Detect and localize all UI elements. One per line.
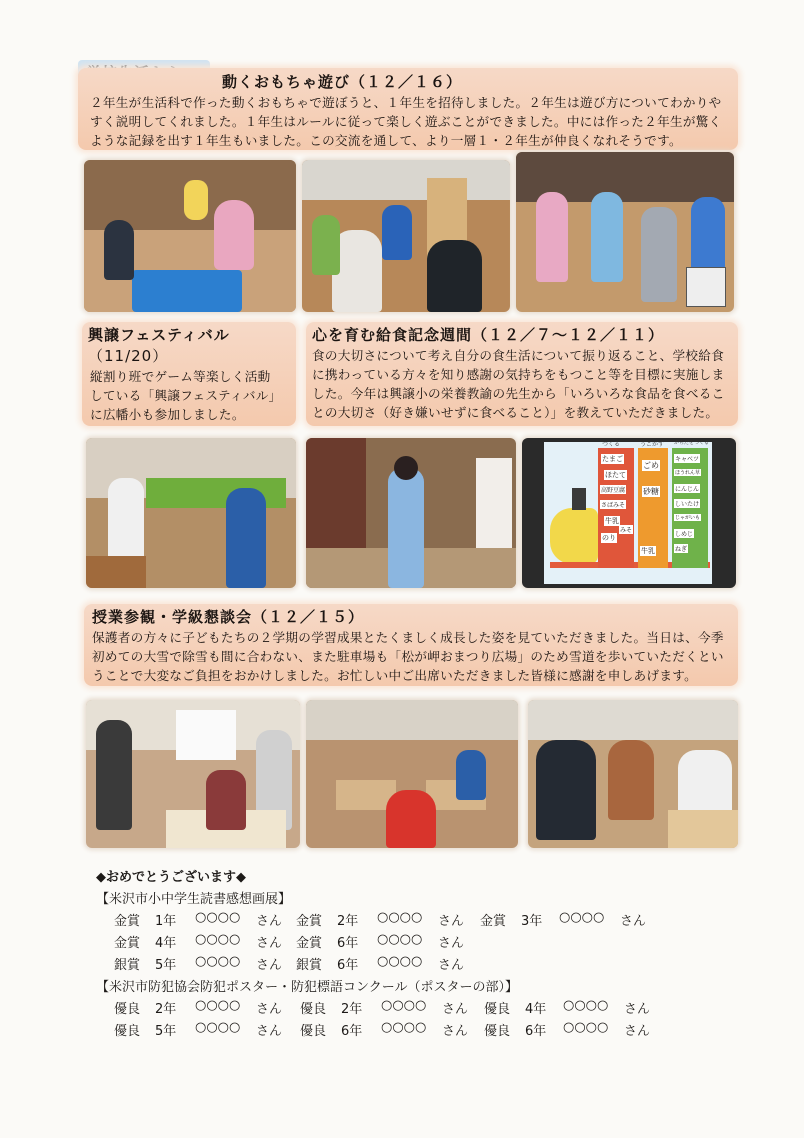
award-honorific: さん <box>256 1024 283 1039</box>
award-name: ○○○○ <box>381 1020 427 1035</box>
award-level: 優良 <box>114 1002 141 1017</box>
award-level: 優良 <box>300 1002 327 1017</box>
award-level: 優良 <box>484 1024 511 1039</box>
award-level: 優良 <box>300 1024 327 1039</box>
slide-food-label: みそ <box>620 527 633 534</box>
photo-toy-play-3 <box>516 152 734 312</box>
photo-openclass-2 <box>306 700 518 848</box>
award-grade: 2年 <box>341 1002 363 1017</box>
award-honorific: さん <box>624 1024 651 1039</box>
contest2-title: 【米沢市防犯協会防犯ポスター・防犯標語コンクール（ポスターの部）】 <box>96 980 518 995</box>
festival-line-3: に広幡小も参加しました。 <box>90 407 245 422</box>
award-name: ○○○○ <box>195 932 241 947</box>
slide-food-label: たまご <box>602 455 623 463</box>
congrats-heading: ◆おめでとうございます◆ <box>96 870 246 885</box>
contest1-title: 【米沢市小中学生読書感想画展】 <box>96 892 292 907</box>
award-honorific: さん <box>624 1002 651 1017</box>
award-honorific: さん <box>438 958 465 973</box>
festival-date: （11/20） <box>88 347 169 365</box>
photo-lunch-slide <box>522 438 736 588</box>
photo-lunch-teacher <box>306 438 516 588</box>
slide-food-label: 高野豆腐 <box>601 487 626 494</box>
award-level: 金賞 <box>480 914 507 929</box>
award-name: ○○○○ <box>563 1020 609 1035</box>
award-honorific: さん <box>442 1024 469 1039</box>
festival-line-2: している「興譲フェスティバル」 <box>90 388 282 403</box>
award-name: ○○○○ <box>559 910 605 925</box>
slide-food-label: じゃがいも <box>675 515 701 521</box>
award-grade: 6年 <box>525 1024 547 1039</box>
award-grade: 5年 <box>155 1024 177 1039</box>
award-grade: 4年 <box>155 936 177 951</box>
award-honorific: さん <box>256 1002 283 1017</box>
award-name: ○○○○ <box>195 910 241 925</box>
award-grade: 2年 <box>155 1002 177 1017</box>
slide-food-label: ねぎ <box>675 546 688 553</box>
photo-openclass-3 <box>528 700 738 848</box>
award-level: 金賞 <box>296 914 323 929</box>
photo-toy-play-2 <box>302 160 510 312</box>
award-name: ○○○○ <box>381 998 427 1013</box>
toys-line-3: ような記録を出す１年生もいました。この交流を通して、より一層１・２年生が仲良くなれそうです。 <box>90 133 682 148</box>
slide-train-label: 牛乳 <box>641 547 655 555</box>
photo-festival <box>86 438 296 588</box>
award-name: ○○○○ <box>377 954 423 969</box>
toys-line-1: ２年生が生活科で作った動くおもちゃで遊ぼうと、１年生を招待しました。２年生は遊び方についてわかりや <box>90 95 722 110</box>
award-grade: 5年 <box>155 958 177 973</box>
openclass-title: 授業参観・学級懇談会（１２／１５） <box>92 608 365 626</box>
award-name: ○○○○ <box>195 954 241 969</box>
openclass-line-3: うことで大変なご負担をおかけしました。お忙しい中ご出席いただきました皆様に感謝を申しあげます。 <box>92 668 697 683</box>
award-level: 優良 <box>114 1024 141 1039</box>
award-level: 優良 <box>484 1002 511 1017</box>
slide-food-label: しいたけ <box>675 501 700 508</box>
award-level: 金賞 <box>296 936 323 951</box>
award-level: 銀賞 <box>114 958 141 973</box>
lunch-line-2: に携わっている方々を知り感謝の気持ちをもつこと等を目標に実施しま <box>312 367 725 382</box>
openclass-line-1: 保護者の方々に子どもたちの２学期の学習成果とたくましく成長した姿を見ていただきました。当日は、今季 <box>92 630 724 645</box>
award-grade: 3年 <box>521 914 543 929</box>
award-honorific: さん <box>256 958 283 973</box>
slide-food-label: にんじん <box>675 486 700 493</box>
festival-line-1: 縦割り班でゲーム等楽しく活動 <box>90 369 271 384</box>
lunch-line-3: した。今年は興譲小の栄養教諭の先生から「いろいろな食品を食べるこ <box>312 386 725 401</box>
award-grade: 6年 <box>337 936 359 951</box>
slide-col-header-1: つくる <box>602 441 621 448</box>
award-grade: 6年 <box>341 1024 363 1039</box>
train-engine <box>550 508 598 564</box>
award-honorific: さん <box>256 936 283 951</box>
slide-food-label: 牛乳 <box>605 517 619 525</box>
award-level: 金賞 <box>114 936 141 951</box>
toys-title: 動くおもちゃ遊び（１２／１６） <box>222 73 463 91</box>
award-name: ○○○○ <box>563 998 609 1013</box>
slide-food-label: キャベツ <box>675 456 700 463</box>
lunch-title: 心を育む給食記念週間（１２／７～１２／１１） <box>312 326 665 344</box>
award-name: ○○○○ <box>377 932 423 947</box>
award-grade: 1年 <box>155 914 177 929</box>
award-grade: 6年 <box>337 958 359 973</box>
award-level: 金賞 <box>114 914 141 929</box>
lunch-line-4: との大切さ（好き嫌いせずに食べること）」を教えていただきました。 <box>312 405 719 420</box>
slide-food-label: ほたて <box>605 471 626 479</box>
festival-title: 興譲フェスティバル <box>88 326 230 344</box>
award-honorific: さん <box>438 914 465 929</box>
award-grade: 2年 <box>337 914 359 929</box>
slide-food-label: のり <box>602 534 616 542</box>
award-honorific: さん <box>620 914 647 929</box>
award-grade: 4年 <box>525 1002 547 1017</box>
award-honorific: さん <box>438 936 465 951</box>
slide-col-header-3: からだをつくる <box>674 440 710 446</box>
award-honorific: さん <box>256 914 283 929</box>
slide-col-header-2: うごかす <box>640 441 665 448</box>
photo-toy-play-1 <box>84 160 296 312</box>
award-name: ○○○○ <box>377 910 423 925</box>
slide-food-label: しめじ <box>675 531 694 538</box>
award-name: ○○○○ <box>195 1020 241 1035</box>
photo-openclass-1 <box>86 700 300 848</box>
toys-line-2: すく説明してくれました。１年生はルールに従って楽しく遊ぶことができました。中には作った２年生が驚く <box>90 114 722 129</box>
award-name: ○○○○ <box>195 998 241 1013</box>
lunch-line-1: 食の大切さについて考え自分の食生活について振り返ること、学校給食 <box>312 348 725 363</box>
openclass-line-2: 初めての大雪で除雪も間に合わない、また駐車場も「松が岬おまつり広場」のため雪道を歩いていただくとい <box>92 649 724 664</box>
slide-food-label: ごめ <box>643 461 659 470</box>
award-honorific: さん <box>442 1002 469 1017</box>
award-level: 銀賞 <box>296 958 323 973</box>
slide-food-label: 砂糖 <box>643 487 659 496</box>
slide-food-label: ほうれん草 <box>675 470 701 476</box>
slide-food-label: さばみそ <box>601 502 626 509</box>
